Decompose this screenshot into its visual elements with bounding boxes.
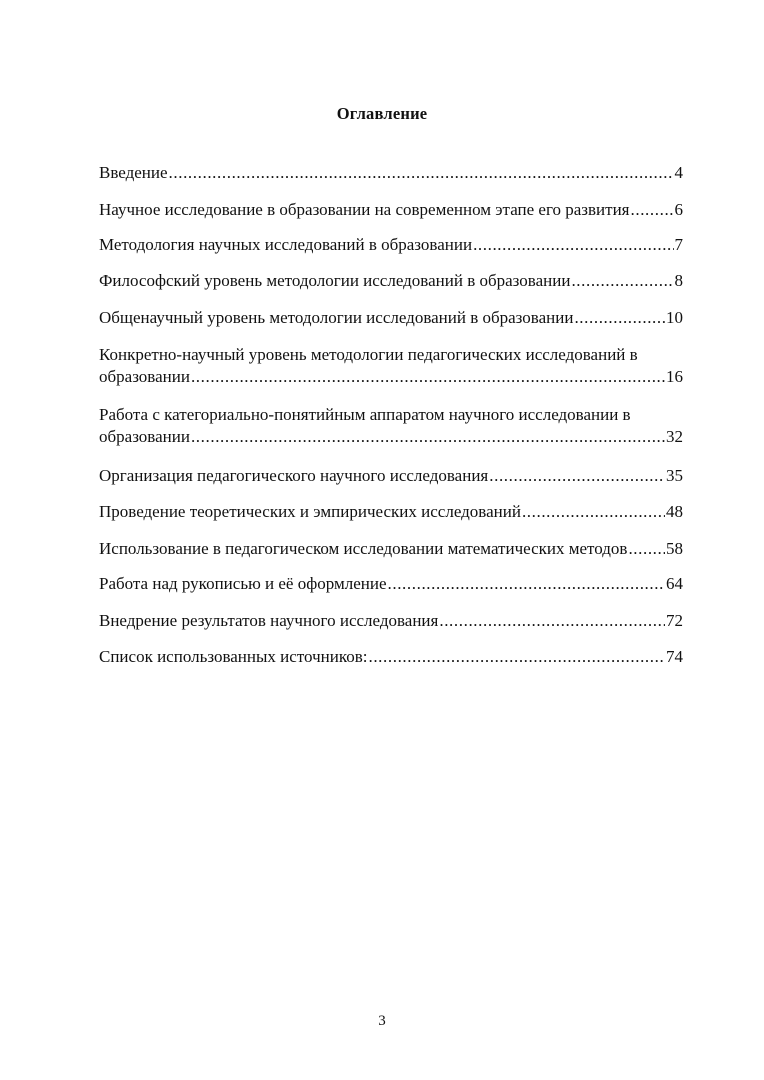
dot-leader: [368, 646, 665, 668]
dot-leader: [628, 538, 665, 560]
dot-leader: [191, 366, 665, 388]
toc-entry-page: 64: [666, 574, 683, 593]
toc-entry-page: 6: [674, 200, 683, 219]
toc-entry-page: 4: [674, 163, 683, 182]
dot-leader: [522, 501, 665, 523]
toc-entry-text: Внедрение результатов научного исследования: [99, 611, 439, 630]
dot-leader: [631, 199, 674, 221]
toc-entry[interactable]: [99, 270, 683, 292]
toc-entry[interactable]: [99, 465, 683, 487]
toc-entry-page: 58: [666, 539, 683, 558]
page-number: 3: [378, 1013, 386, 1029]
toc-entry[interactable]: [99, 573, 683, 595]
toc-entry[interactable]: [99, 646, 683, 668]
toc-entry-text: Список использованных источников:: [99, 647, 368, 666]
dot-leader: [574, 307, 665, 329]
toc-entry-text: Организация педагогического научного исследования: [99, 466, 489, 485]
toc-entry-text: Введение: [99, 163, 168, 182]
toc-entry-text: Методология научных исследований в образовании: [99, 235, 473, 254]
toc-entry[interactable]: [99, 344, 683, 388]
toc-entry-page: 35: [666, 466, 683, 485]
dot-leader: [473, 234, 673, 256]
toc-entry[interactable]: [99, 234, 683, 256]
toc-entry-text: Философский уровень методологии исследований в образовании: [99, 271, 571, 290]
toc-entry-page: 72: [666, 611, 683, 630]
toc-entry-text-line1: Конкретно-научный уровень методологии педагогических исследований в: [99, 345, 638, 364]
toc-entry-page: 7: [674, 235, 683, 254]
dot-leader: [439, 610, 665, 632]
toc-entry-page: 10: [666, 308, 683, 327]
toc-entry-page: 16: [666, 367, 683, 386]
toc-entry[interactable]: [99, 404, 683, 448]
toc-entry-text: образовании: [99, 367, 190, 386]
toc-entry-text: образовании: [99, 427, 190, 446]
toc-entry-page: 32: [666, 427, 683, 446]
toc-entry[interactable]: [99, 307, 683, 329]
toc-entry-text: Общенаучный уровень методологии исследований в образовании: [99, 308, 574, 327]
dot-leader: [388, 573, 666, 595]
toc-entry[interactable]: [99, 501, 683, 523]
toc-entry-text: Использование в педагогическом исследовании математических методов: [99, 539, 628, 558]
toc-entry-text: Проведение теоретических и эмпирических исследований: [99, 502, 521, 521]
toc-entry[interactable]: [99, 538, 683, 560]
toc-entry-text-line1: Работа с категориально-понятийным аппаратом научного исследовании в: [99, 405, 631, 424]
toc-title: Оглавление: [336, 104, 428, 123]
toc-entry[interactable]: [99, 162, 683, 184]
dot-leader: [191, 426, 665, 448]
toc-entry-text: Работа над рукописью и её оформление: [99, 574, 387, 593]
toc-entry-text: Научное исследование в образовании на современном этапе его развития: [99, 200, 630, 219]
dot-leader: [169, 162, 674, 184]
toc-entry-page: 48: [666, 502, 683, 521]
toc-entry[interactable]: [99, 610, 683, 632]
toc-entry-page: 8: [674, 271, 683, 290]
toc-entry-page: 74: [666, 647, 683, 666]
dot-leader: [489, 465, 665, 487]
dot-leader: [571, 270, 673, 292]
toc-entry[interactable]: [99, 199, 683, 221]
